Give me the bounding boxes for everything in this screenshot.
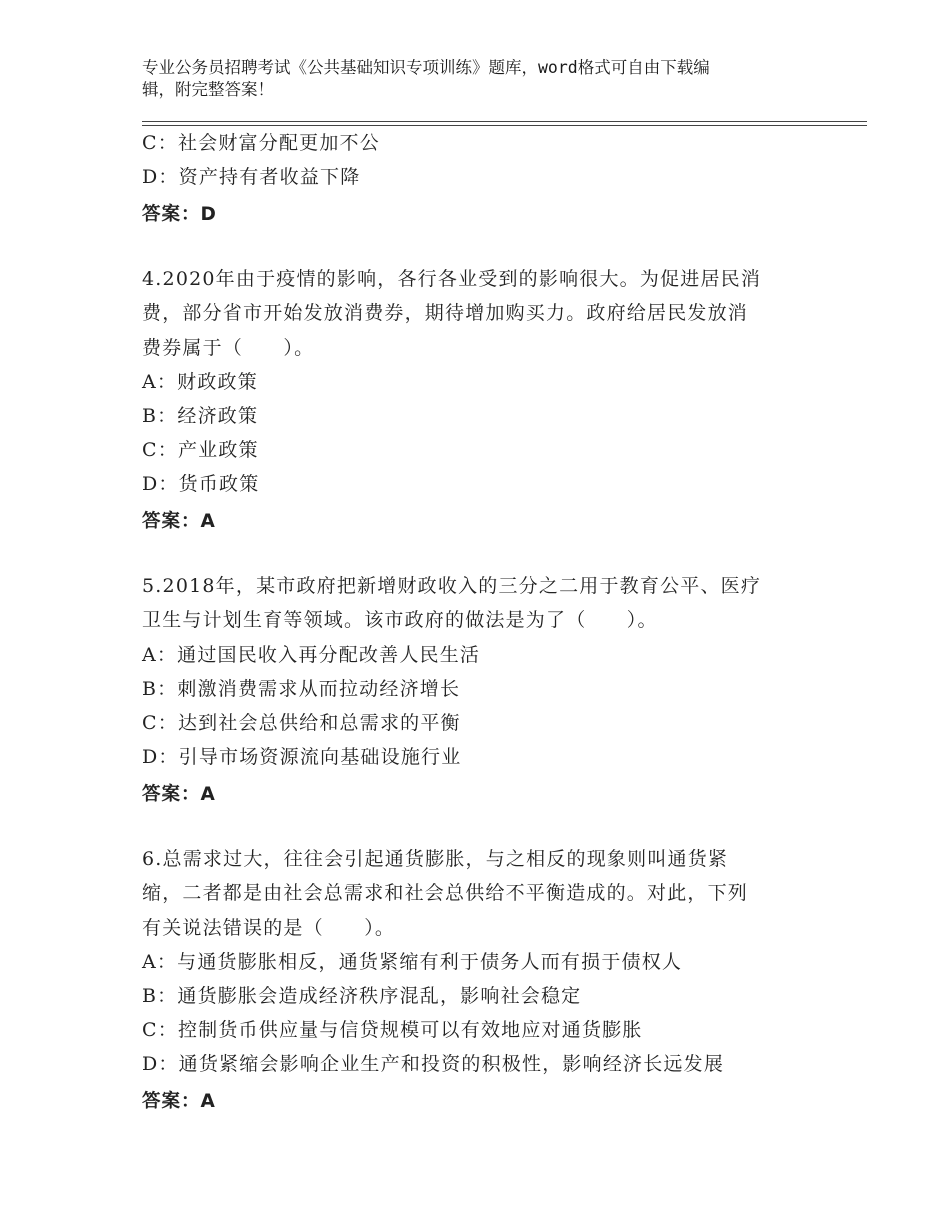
q6-stem-line-3: 有关说法错误的是（ ）。 (142, 917, 396, 939)
q4-stem-line-3: 费券属于（ ）。 (142, 337, 315, 359)
q6-stem-line-2: 缩，二者都是由社会总需求和社会总供给不平衡造成的。对此，下列 (142, 882, 749, 904)
header-divider-top (142, 121, 867, 122)
q4-option-c: C：产业政策 (142, 439, 259, 461)
q6-answer: 答案：A (142, 1091, 216, 1112)
q6-option-d: D：通货紧缩会影响企业生产和投资的积极性，影响经济长远发展 (142, 1053, 725, 1075)
q5-option-d: D：引导市场资源流向基础设施行业 (142, 746, 462, 768)
prev-answer: 答案：D (142, 204, 217, 225)
q5-option-c: C：达到社会总供给和总需求的平衡 (142, 712, 461, 734)
q4-option-d: D：货币政策 (142, 473, 260, 495)
q6-option-c: C：控制货币供应量与信贷规模可以有效地应对通货膨胀 (142, 1019, 643, 1041)
q5-stem-line-2: 卫生与计划生育等领域。该市政府的做法是为了（ ）。 (142, 609, 658, 631)
q5-option-b: B：刺激消费需求从而拉动经济增长 (142, 678, 461, 700)
q4-stem-line-1: 4.2020年由于疫情的影响，各行各业受到的影响很大。为促进居民消 (142, 268, 762, 290)
prev-option-c: C：社会财富分配更加不公 (142, 132, 380, 154)
page-header (142, 57, 802, 101)
q4-stem-line-2: 费，部分省市开始发放消费券，期待增加购买力。政府给居民发放消 (142, 302, 749, 324)
q5-option-a: A：通过国民收入再分配改善人民生活 (142, 644, 481, 666)
q4-option-b: B：经济政策 (142, 405, 259, 427)
q4-answer: 答案：A (142, 511, 216, 532)
q5-stem-line-1: 5.2018年，某市政府把新增财政收入的三分之二用于教育公平、医疗 (142, 575, 762, 597)
header-line-1: 专业公务员招聘考试《公共基础知识专项训练》题库，word格式可自由下载编 (142, 58, 710, 77)
q6-option-a: A：与通货膨胀相反，通货紧缩有利于债务人而有损于债权人 (142, 951, 683, 973)
q6-option-b: B：通货膨胀会造成经济秩序混乱，影响社会稳定 (142, 985, 582, 1007)
q4-option-a: A：财政政策 (142, 371, 258, 393)
header-line-2: 辑，附完整答案！ (142, 80, 274, 99)
header-divider-bottom (142, 125, 867, 126)
q5-answer: 答案：A (142, 784, 216, 805)
q6-stem-line-1: 6.总需求过大，往往会引起通货膨胀，与之相反的现象则叫通货紧 (142, 848, 729, 870)
prev-option-d: D：资产持有者收益下降 (142, 166, 361, 188)
